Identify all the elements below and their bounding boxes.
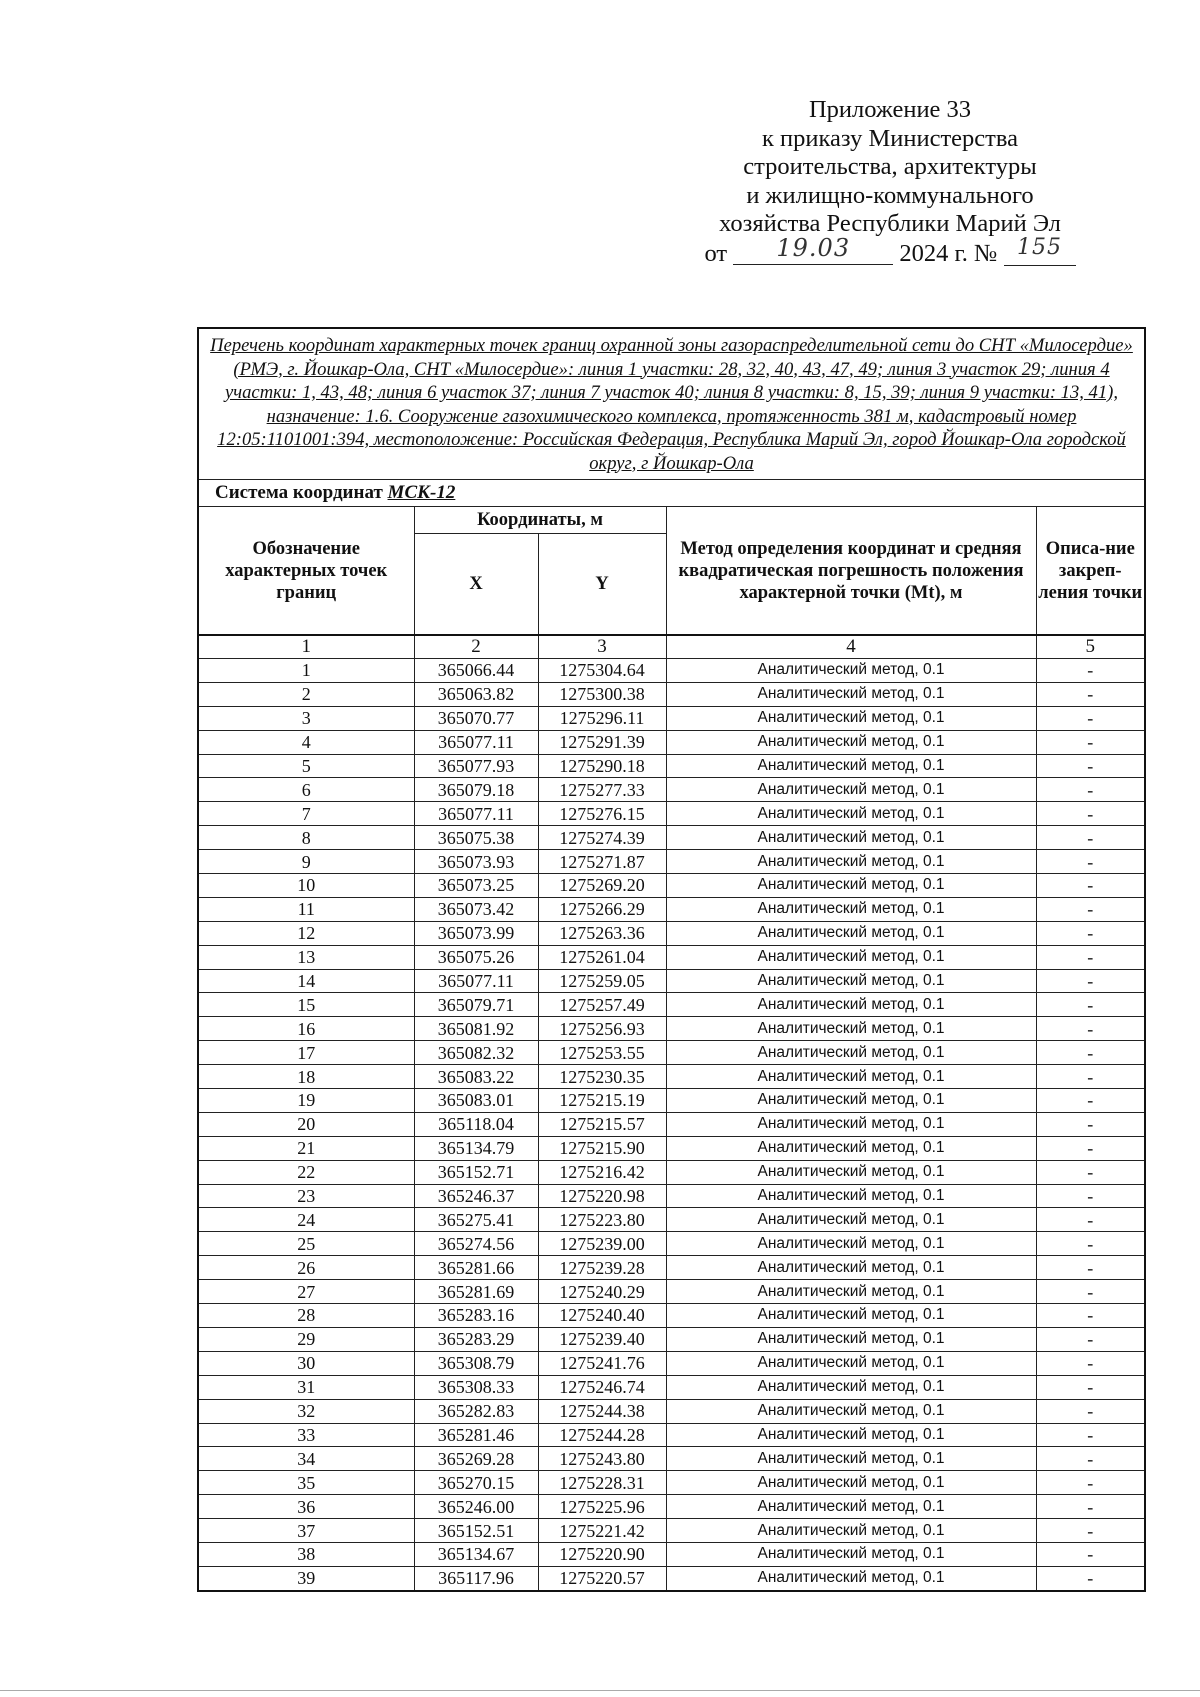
y-coordinate-cell: 1275225.96 [538,1495,666,1519]
table-row [198,778,1145,802]
col-header-coordinates: Координаты, м [414,507,666,534]
method-cell: Аналитический метод, 0.1 [666,778,1036,802]
point-id-cell: 36 [198,1495,414,1519]
description-cell: - [1036,993,1145,1017]
description-cell: - [1036,1519,1145,1543]
method-cell: Аналитический метод, 0.1 [666,1519,1036,1543]
description-cell: - [1036,945,1145,969]
x-coordinate-cell: 365281.46 [414,1423,538,1447]
y-coordinate-cell: 1275240.40 [538,1304,666,1328]
table-row [198,969,1145,993]
description-cell: - [1036,1160,1145,1184]
y-coordinate-cell: 1275239.00 [538,1232,666,1256]
method-cell: Аналитический метод, 0.1 [666,1542,1036,1566]
method-cell: Аналитический метод, 0.1 [666,1065,1036,1089]
table-row [198,1542,1145,1566]
year-label: 2024 г. № [899,239,998,267]
point-id-cell: 7 [198,802,414,826]
point-id-cell: 11 [198,897,414,921]
x-coordinate-cell: 365073.42 [414,897,538,921]
ministry-line-3: хозяйства Республики Марий Эл [719,210,1061,237]
table-row [198,1566,1145,1590]
x-coordinate-cell: 365246.00 [414,1495,538,1519]
point-id-cell: 12 [198,921,414,945]
y-coordinate-cell: 1275266.29 [538,897,666,921]
x-coordinate-cell: 365274.56 [414,1232,538,1256]
coordinates-table [197,327,1146,1592]
appendix-title: Приложение 33 [808,96,972,123]
y-coordinate-cell: 1275290.18 [538,754,666,778]
ministry-line-1: строительства, архитектуры [743,153,1037,180]
y-coordinate-cell: 1275221.42 [538,1519,666,1543]
x-coordinate-cell: 365117.96 [414,1566,538,1590]
method-cell: Аналитический метод, 0.1 [666,1136,1036,1160]
method-cell: Аналитический метод, 0.1 [666,682,1036,706]
y-coordinate-cell: 1275274.39 [538,826,666,850]
method-cell: Аналитический метод, 0.1 [666,754,1036,778]
point-id-cell: 31 [198,1375,414,1399]
description-cell: - [1036,1089,1145,1113]
y-coordinate-cell: 1275246.74 [538,1375,666,1399]
description-cell: - [1036,682,1145,706]
method-cell: Аналитический метод, 0.1 [666,1160,1036,1184]
method-cell: Аналитический метод, 0.1 [666,1423,1036,1447]
y-coordinate-cell: 1275296.11 [538,706,666,730]
point-id-cell: 17 [198,1041,414,1065]
description-cell: - [1036,969,1145,993]
point-id-cell: 3 [198,706,414,730]
description-cell: - [1036,659,1145,683]
y-coordinate-cell: 1275291.39 [538,730,666,754]
ministry-line-2: и жилищно-коммунального [746,181,1034,209]
x-coordinate-cell: 365083.22 [414,1065,538,1089]
table-row [198,1017,1145,1041]
table-row [198,1112,1145,1136]
x-coordinate-cell: 365075.26 [414,945,538,969]
method-cell: Аналитический метод, 0.1 [666,1256,1036,1280]
point-id-cell: 6 [198,778,414,802]
table-row [198,1399,1145,1423]
method-cell: Аналитический метод, 0.1 [666,1375,1036,1399]
description-cell: - [1036,1136,1145,1160]
y-coordinate-cell: 1275271.87 [538,850,666,874]
table-row [198,993,1145,1017]
point-id-cell: 20 [198,1112,414,1136]
x-coordinate-cell: 365134.67 [414,1542,538,1566]
y-coordinate-cell: 1275244.38 [538,1399,666,1423]
table-row [198,754,1145,778]
y-coordinate-cell: 1275223.80 [538,1208,666,1232]
method-cell: Аналитический метод, 0.1 [666,1447,1036,1471]
y-coordinate-cell: 1275277.33 [538,778,666,802]
appendix-header [650,96,1130,269]
method-cell: Аналитический метод, 0.1 [666,1208,1036,1232]
x-coordinate-cell: 365270.15 [414,1471,538,1495]
table-row [198,1375,1145,1399]
x-coordinate-cell: 365308.33 [414,1375,538,1399]
x-coordinate-cell: 365152.51 [414,1519,538,1543]
point-id-cell: 14 [198,969,414,993]
point-id-cell: 28 [198,1304,414,1328]
table-row [198,1519,1145,1543]
table-row [198,1065,1145,1089]
point-id-cell: 29 [198,1327,414,1351]
coordinate-system-row [198,480,1145,507]
description-cell: - [1036,1017,1145,1041]
description-cell: - [1036,802,1145,826]
y-coordinate-cell: 1275276.15 [538,802,666,826]
point-id-cell: 1 [198,659,414,683]
x-coordinate-cell: 365281.69 [414,1280,538,1304]
method-cell: Аналитический метод, 0.1 [666,1280,1036,1304]
point-id-cell: 10 [198,874,414,898]
order-line: к приказу Министерства [762,124,1018,152]
description-cell: - [1036,778,1145,802]
description-cell: - [1036,1112,1145,1136]
table-row [198,706,1145,730]
column-index: 5 [1036,635,1145,659]
handwritten-date: 19.03 [776,233,851,262]
x-coordinate-cell: 365134.79 [414,1136,538,1160]
table-row [198,1327,1145,1351]
y-coordinate-cell: 1275215.90 [538,1136,666,1160]
method-cell: Аналитический метод, 0.1 [666,945,1036,969]
x-coordinate-cell: 365079.71 [414,993,538,1017]
description-cell: - [1036,1495,1145,1519]
description-cell: - [1036,1280,1145,1304]
method-cell: Аналитический метод, 0.1 [666,1304,1036,1328]
table-row [198,802,1145,826]
x-coordinate-cell: 365075.38 [414,826,538,850]
column-index: 2 [414,635,538,659]
y-coordinate-cell: 1275257.49 [538,993,666,1017]
point-id-cell: 35 [198,1471,414,1495]
table-row [198,897,1145,921]
table-row [198,1471,1145,1495]
x-coordinate-cell: 365079.18 [414,778,538,802]
table-caption [198,328,1145,480]
x-coordinate-cell: 365283.29 [414,1327,538,1351]
method-cell: Аналитический метод, 0.1 [666,1232,1036,1256]
column-index: 3 [538,635,666,659]
table-row [198,1304,1145,1328]
y-coordinate-cell: 1275304.64 [538,659,666,683]
point-id-cell: 16 [198,1017,414,1041]
y-coordinate-cell: 1275256.93 [538,1017,666,1041]
y-coordinate-cell: 1275215.19 [538,1089,666,1113]
description-cell: - [1036,730,1145,754]
method-cell: Аналитический метод, 0.1 [666,730,1036,754]
method-cell: Аналитический метод, 0.1 [666,826,1036,850]
table-row [198,659,1145,683]
x-coordinate-cell: 365073.93 [414,850,538,874]
point-id-cell: 5 [198,754,414,778]
coordinate-system-label: Система координат [215,482,383,503]
y-coordinate-cell: 1275239.28 [538,1256,666,1280]
x-coordinate-cell: 365152.71 [414,1160,538,1184]
table-row [198,1160,1145,1184]
method-cell: Аналитический метод, 0.1 [666,1017,1036,1041]
y-coordinate-cell: 1275243.80 [538,1447,666,1471]
x-coordinate-cell: 365070.77 [414,706,538,730]
table-row [198,945,1145,969]
y-coordinate-cell: 1275244.28 [538,1423,666,1447]
x-coordinate-cell: 365082.32 [414,1041,538,1065]
point-id-cell: 38 [198,1542,414,1566]
description-cell: - [1036,1566,1145,1590]
table-row [198,730,1145,754]
table-row [198,1208,1145,1232]
table-row [198,1280,1145,1304]
method-cell: Аналитический метод, 0.1 [666,1351,1036,1375]
description-cell: - [1036,1256,1145,1280]
method-cell: Аналитический метод, 0.1 [666,969,1036,993]
method-cell: Аналитический метод, 0.1 [666,1089,1036,1113]
point-id-cell: 33 [198,1423,414,1447]
x-coordinate-cell: 365083.01 [414,1089,538,1113]
method-cell: Аналитический метод, 0.1 [666,993,1036,1017]
table-row [198,682,1145,706]
x-coordinate-cell: 365283.16 [414,1304,538,1328]
point-id-cell: 15 [198,993,414,1017]
column-index: 1 [198,635,414,659]
number-signature-field [1004,234,1076,270]
method-cell: Аналитический метод, 0.1 [666,1471,1036,1495]
point-id-cell: 25 [198,1232,414,1256]
y-coordinate-cell: 1275230.35 [538,1065,666,1089]
point-id-cell: 24 [198,1208,414,1232]
method-cell: Аналитический метод, 0.1 [666,1327,1036,1351]
x-coordinate-cell: 365063.82 [414,682,538,706]
point-id-cell: 32 [198,1399,414,1423]
point-id-cell: 39 [198,1566,414,1590]
description-cell: - [1036,1542,1145,1566]
x-coordinate-cell: 365246.37 [414,1184,538,1208]
description-cell: - [1036,1447,1145,1471]
method-cell: Аналитический метод, 0.1 [666,921,1036,945]
order-date-line [650,233,1130,270]
description-cell: - [1036,1351,1145,1375]
description-cell: - [1036,1065,1145,1089]
point-id-cell: 23 [198,1184,414,1208]
point-id-cell: 2 [198,682,414,706]
point-id-cell: 9 [198,850,414,874]
description-cell: - [1036,754,1145,778]
col-header-method: Метод определения координат и средняя квадратическая погрешность положения характерной точки (Mt), м [666,507,1036,636]
y-coordinate-cell: 1275253.55 [538,1041,666,1065]
description-cell: - [1036,1304,1145,1328]
date-signature-field [733,233,893,269]
description-cell: - [1036,1423,1145,1447]
point-id-cell: 34 [198,1447,414,1471]
x-coordinate-cell: 365308.79 [414,1351,538,1375]
method-cell: Аналитический метод, 0.1 [666,1041,1036,1065]
description-cell: - [1036,1208,1145,1232]
method-cell: Аналитический метод, 0.1 [666,659,1036,683]
description-cell: - [1036,1399,1145,1423]
description-cell: - [1036,1471,1145,1495]
table-row [198,1232,1145,1256]
table-row [198,1447,1145,1471]
point-id-cell: 21 [198,1136,414,1160]
y-coordinate-cell: 1275228.31 [538,1471,666,1495]
description-cell: - [1036,1184,1145,1208]
table-row [198,1089,1145,1113]
point-id-cell: 19 [198,1089,414,1113]
method-cell: Аналитический метод, 0.1 [666,1184,1036,1208]
x-coordinate-cell: 365118.04 [414,1112,538,1136]
x-coordinate-cell: 365066.44 [414,659,538,683]
method-cell: Аналитический метод, 0.1 [666,897,1036,921]
method-cell: Аналитический метод, 0.1 [666,1495,1036,1519]
page-bottom-edge [0,1690,1200,1691]
table-row [198,1136,1145,1160]
description-cell: - [1036,1327,1145,1351]
description-cell: - [1036,897,1145,921]
col-header-description: Описа-ние закреп-ления точки [1036,507,1145,636]
x-coordinate-cell: 365269.28 [414,1447,538,1471]
table-row [198,1184,1145,1208]
method-cell: Аналитический метод, 0.1 [666,874,1036,898]
y-coordinate-cell: 1275220.90 [538,1542,666,1566]
point-id-cell: 8 [198,826,414,850]
x-coordinate-cell: 365275.41 [414,1208,538,1232]
table-row [198,826,1145,850]
x-coordinate-cell: 365077.11 [414,802,538,826]
column-index: 4 [666,635,1036,659]
handwritten-number: 155 [1017,234,1063,260]
x-coordinate-cell: 365077.11 [414,969,538,993]
point-id-cell: 26 [198,1256,414,1280]
table-row [198,874,1145,898]
description-cell: - [1036,1041,1145,1065]
method-cell: Аналитический метод, 0.1 [666,706,1036,730]
description-cell: - [1036,706,1145,730]
y-coordinate-cell: 1275263.36 [538,921,666,945]
col-header-point: Обозначение характерных точек границ [198,507,414,636]
y-coordinate-cell: 1275261.04 [538,945,666,969]
method-cell: Аналитический метод, 0.1 [666,850,1036,874]
column-index-row [198,635,1145,659]
x-coordinate-cell: 365073.99 [414,921,538,945]
x-coordinate-cell: 365281.66 [414,1256,538,1280]
col-header-y: Y [538,534,666,636]
description-cell: - [1036,826,1145,850]
y-coordinate-cell: 1275300.38 [538,682,666,706]
y-coordinate-cell: 1275239.40 [538,1327,666,1351]
point-id-cell: 27 [198,1280,414,1304]
method-cell: Аналитический метод, 0.1 [666,1566,1036,1590]
coordinate-system-value: МСК-12 [387,482,456,503]
col-header-x: X [414,534,538,636]
table-row [198,850,1145,874]
description-cell: - [1036,1375,1145,1399]
y-coordinate-cell: 1275220.57 [538,1566,666,1590]
description-cell: - [1036,921,1145,945]
description-cell: - [1036,874,1145,898]
y-coordinate-cell: 1275215.57 [538,1112,666,1136]
point-id-cell: 18 [198,1065,414,1089]
point-id-cell: 13 [198,945,414,969]
y-coordinate-cell: 1275216.42 [538,1160,666,1184]
y-coordinate-cell: 1275241.76 [538,1351,666,1375]
point-id-cell: 22 [198,1160,414,1184]
table-row [198,1423,1145,1447]
table-row [198,1351,1145,1375]
description-cell: - [1036,1232,1145,1256]
x-coordinate-cell: 365073.25 [414,874,538,898]
y-coordinate-cell: 1275269.20 [538,874,666,898]
table-row [198,1041,1145,1065]
table-row [198,1256,1145,1280]
x-coordinate-cell: 365081.92 [414,1017,538,1041]
point-id-cell: 37 [198,1519,414,1543]
table-row [198,921,1145,945]
point-id-cell: 30 [198,1351,414,1375]
method-cell: Аналитический метод, 0.1 [666,802,1036,826]
x-coordinate-cell: 365077.11 [414,730,538,754]
from-label: от [704,239,728,267]
method-cell: Аналитический метод, 0.1 [666,1399,1036,1423]
y-coordinate-cell: 1275240.29 [538,1280,666,1304]
point-id-cell: 4 [198,730,414,754]
x-coordinate-cell: 365077.93 [414,754,538,778]
table-row [198,1495,1145,1519]
description-cell: - [1036,850,1145,874]
coordinates-rows [198,659,1145,1591]
table-caption-text: Перечень координат характерных точек границ охранной зоны газораспределительной сети до СНТ «Милосердие» (РМЭ, г. Йошкар-Ола, СНТ «Милосердие»: линия 1 участки: 28, 32, 40, 43, 47, 49; линия 3 участок 29; линия 4 участки: 1, 43, 48; линия 6 участок 37; линия 7 участок 40; линия 8 участки: 8, 15, 39; линия 9 участки: 13, 41), назначение: 1.6. Сооружение газохимического комплекса, протяженность 381 м, кадастровый номер 12:05:1101001:394, местоположение: Российская Федерация, Республика Марий Эл, город Йошкар-Ола городской округ, г Йошкар-Ола [210,335,1133,474]
y-coordinate-cell: 1275220.98 [538,1184,666,1208]
method-cell: Аналитический метод, 0.1 [666,1112,1036,1136]
x-coordinate-cell: 365282.83 [414,1399,538,1423]
y-coordinate-cell: 1275259.05 [538,969,666,993]
